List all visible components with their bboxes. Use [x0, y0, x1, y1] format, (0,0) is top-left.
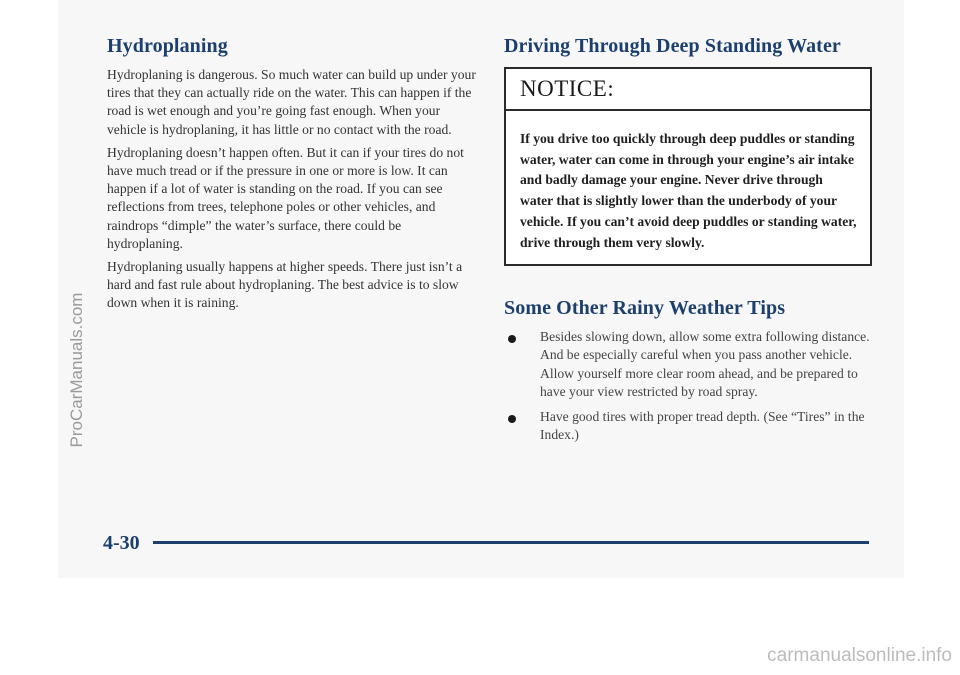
right-column: [504, 34, 876, 451]
rainy-tips-heading: Some Other Rainy Weather Tips: [504, 297, 786, 320]
hydroplaning-heading: Hydroplaning: [107, 35, 228, 57]
notice-box: [504, 67, 872, 266]
bullet-icon: [508, 335, 516, 343]
hydroplaning-paragraph-1: Hydroplaning is dangerous. So much water can build up under your tires that they can actually ride on the water. This can happen if the road is wet enough and you’re going fast enough. When your vehicle is hydroplaning, it has little or no contact with the road.: [107, 67, 476, 137]
bullet-icon: [508, 415, 516, 423]
notice-body: If you drive too quickly through deep puddles or standing water, water can come in through your engine’s air intake and badly damage your engine. Never drive through water that is slightly lower than the underbody of your vehicle. If you can’t avoid deep puddles or standing water, drive through them very slowly.: [520, 131, 857, 250]
tip-text-2: Have good tires with proper tread depth. (See “Tires” in the Index.): [540, 409, 865, 443]
side-watermark: ProCarManuals.com: [67, 292, 86, 448]
rainy-tips-list: [504, 328, 876, 444]
tip-text-1: Besides slowing down, allow some extra following distance. And be especially careful when you pass another vehicle. Allow yourself more clear room ahead, and be prepared to have your view restricted by road spray.: [540, 329, 870, 399]
hydroplaning-paragraph-2: Hydroplaning doesn’t happen often. But it can if your tires do not have much tread or if the pressure in one or more is low. It can happen if a lot of water is standing on the road. If you can see reflections from trees, telephone poles or other vehicles, and raindrops “dimple” the water’s surface, there could be hydroplaning.: [107, 144, 464, 251]
page-number: 4-30: [103, 532, 140, 554]
list-item: [504, 408, 876, 444]
deep-water-heading: Driving Through Deep Standing Water: [504, 35, 841, 57]
bottom-watermark: carmanualsonline.info: [767, 645, 952, 666]
left-column: [107, 34, 477, 318]
notice-heading: NOTICE:: [506, 69, 870, 111]
hydroplaning-paragraph-3: Hydroplaning usually happens at higher speeds. There just isn’t a hard and fast rule about hydroplaning. The best advice is to slow down when it is raining.: [107, 259, 463, 311]
footer-rule: [153, 541, 869, 544]
list-item: [504, 328, 876, 401]
